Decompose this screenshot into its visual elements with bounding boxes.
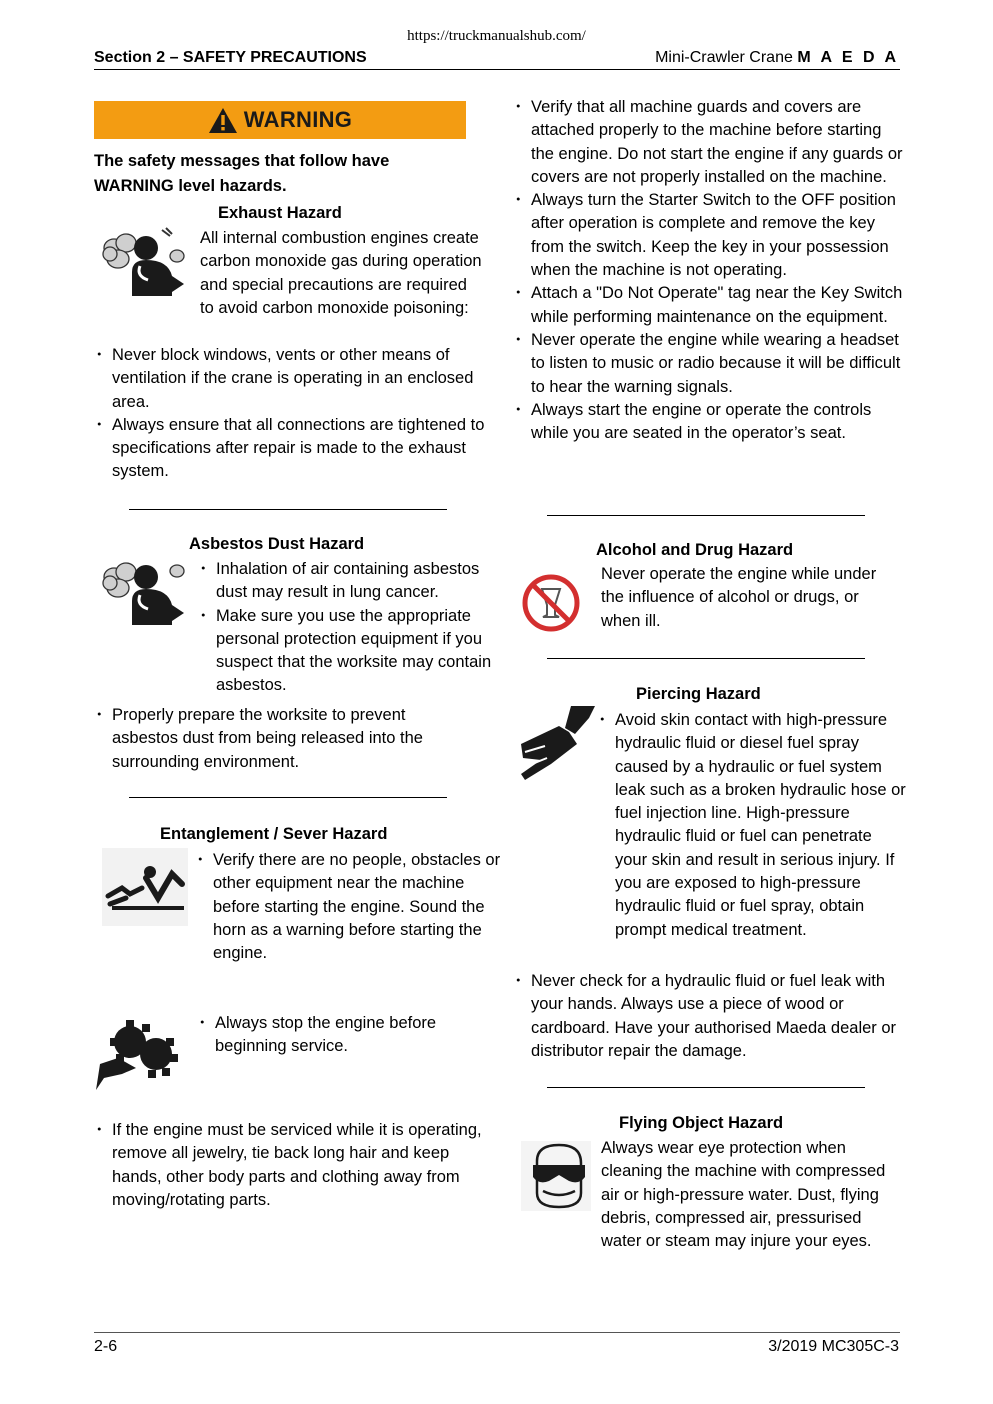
entanglement-icon	[102, 848, 188, 926]
right-bullet: ・ Attach a "Do Not Operate" tag near the Key Switch while performing maintenance on the equipment.	[513, 282, 906, 329]
piercing-bullet: ・ Avoid skin contact with high-pressure hydraulic fluid or diesel fuel spray caused by a hydraulic or fuel system leak such as a broken hydraulic hose or fuel injection line. High-pressure hydraulic fluid or fuel can penetrate your skin and result in serious injury. If you are exposed to high-pressure hydraulic fluid or fuel spray, obtain prompt medical treatment.	[597, 709, 906, 942]
asbestos-after: ・ Properly prepare the worksite to prevent asbestos dust from being released into the surrounding environment.	[94, 704, 474, 774]
divider	[129, 509, 447, 510]
footer-rule	[94, 1332, 900, 1333]
right-bullet: ・ Verify that all machine guards and covers are attached properly to the machine before starting the engine. Do not start the engine if any guards or covers are not properly installed on the machine.	[513, 96, 906, 189]
right-bullet: ・ Always start the engine or operate the controls while you are seated in the operator’s seat.	[513, 399, 906, 446]
piercing-title: Piercing Hazard	[636, 685, 761, 703]
flying-text: Always wear eye protection when cleaning the machine with compressed air or high-pressure water. Dust, flying debris, compressed air, pressurised water or steam may injure your eyes.	[601, 1139, 886, 1251]
brand-name: M A E D A	[797, 49, 899, 66]
document-code: 3/2019 MC305C-3	[768, 1338, 899, 1355]
asbestos-bullet: ・ Make sure you use the appropriate personal protection equipment if you suspect that the worksite may contain asbestos.	[198, 605, 504, 698]
piercing-after: ・ Never check for a hydraulic fluid or fuel leak with your hands. Always use a piece of wood or cardboard. Have your authorised Maeda dealer or distributor repair the damage.	[513, 970, 906, 1063]
exhaust-text: All internal combustion engines create carbon monoxide gas during operation and special precautions are required to avoid carbon monoxide poisoning:	[200, 229, 482, 317]
alcohol-title: Alcohol and Drug Hazard	[596, 541, 794, 559]
warning-banner	[94, 101, 466, 139]
divider	[547, 1087, 865, 1088]
section-title: Section 2 – SAFETY PRECAUTIONS	[94, 49, 367, 66]
person-fumes-icon	[102, 226, 188, 296]
exhaust-title: Exhaust Hazard	[218, 204, 342, 222]
asbestos-bullet: ・ Inhalation of air containing asbestos dust may result in lung cancer.	[198, 558, 504, 605]
product-name: Mini-Crawler Crane	[655, 49, 793, 66]
source-url: https://truckmanualshub.com/	[407, 28, 586, 44]
exhaust-bullet: ・ Always ensure that all connections are tightened to specifications after repair is made to the exhaust system.	[94, 414, 486, 484]
gear-hand-icon	[96, 1008, 180, 1090]
flying-title: Flying Object Hazard	[619, 1114, 784, 1132]
alcohol-text: Never operate the engine while under the influence of alcohol or drugs, or when ill.	[601, 565, 877, 630]
entanglement-after: ・ If the engine must be serviced while it is operating, remove all jewelry, tie back long hair and keep hands, other body parts and clothing away from moving/rotating parts.	[94, 1119, 486, 1212]
intro-text: The safety messages that follow have WARNING level hazards.	[94, 152, 390, 195]
safety-goggles-icon	[521, 1141, 591, 1211]
divider	[129, 797, 447, 798]
entanglement-title: Entanglement / Sever Hazard	[160, 825, 388, 843]
right-top-bullets	[513, 96, 906, 445]
gear-bullet: ・ Always stop the engine before beginning service.	[197, 1012, 487, 1059]
right-bullet: ・ Always turn the Starter Switch to the OFF position after operation is complete and remove the key from the switch. Keep the key in your possession when the machine is not operating.	[513, 189, 906, 282]
entanglement-bullet: ・ Verify there are no people, obstacles or other equipment near the machine before starting the engine. Sound the horn as a warning before starting the engine.	[195, 849, 501, 965]
fluid-injection-icon	[519, 704, 597, 782]
asbestos-title: Asbestos Dust Hazard	[189, 535, 365, 553]
exhaust-bullet: ・ Never block windows, vents or other means of ventilation if the crane is operating in an enclosed area.	[94, 344, 486, 414]
page-number: 2-6	[94, 1338, 118, 1355]
product-title	[655, 49, 899, 67]
no-alcohol-icon	[521, 573, 581, 633]
divider	[547, 658, 865, 659]
warning-label: WARNING	[243, 107, 353, 132]
warning-triangle-icon	[208, 107, 238, 134]
divider	[547, 515, 865, 516]
asbestos-bullets	[198, 558, 504, 698]
person-dust-icon	[102, 555, 188, 625]
right-bullet: ・ Never operate the engine while wearing a headset to listen to music or radio because it will be difficult to hear the warning signals.	[513, 329, 906, 399]
exhaust-bullets	[94, 344, 486, 484]
header-rule	[94, 69, 900, 70]
